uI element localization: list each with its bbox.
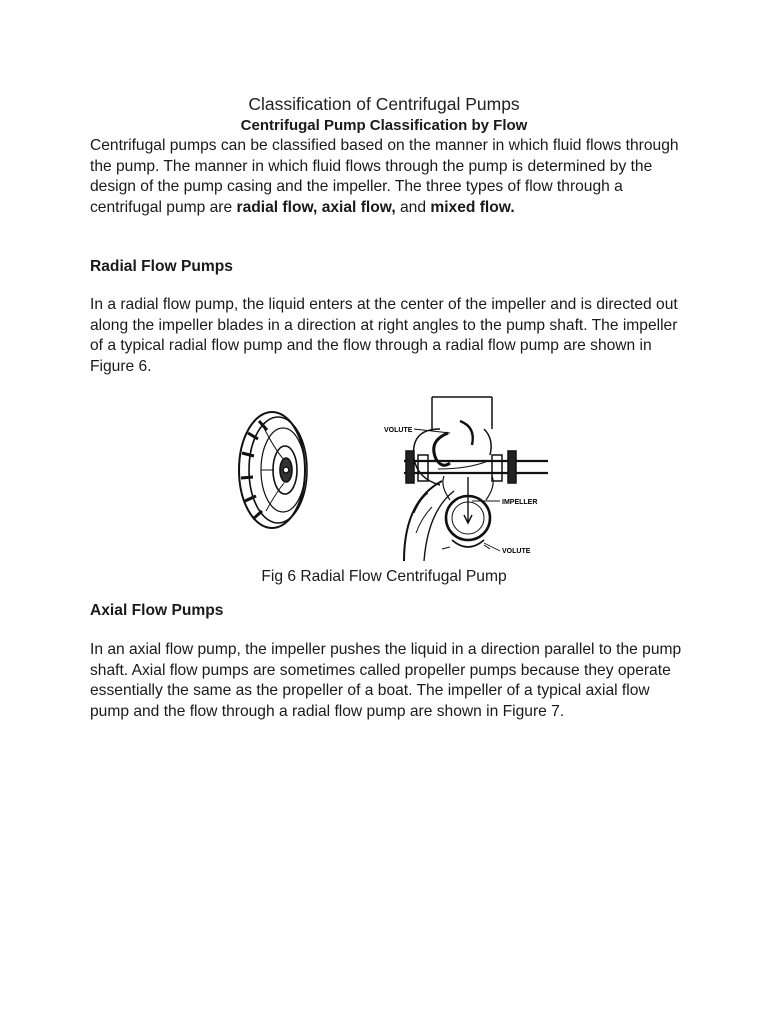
document-title: Classification of Centrifugal Pumps — [248, 94, 520, 114]
radial-paragraph: In a radial flow pump, the liquid enters at the center of the impeller and is directed out along the impeller blades in a direction at right angles to the pump shaft. The impeller of a typical radial flow pump and the flow through a radial flow pump are shown in Figure 6. — [90, 296, 678, 375]
document-subtitle: Centrifugal Pump Classification by Flow — [240, 117, 528, 134]
figure-leader-lines — [414, 429, 500, 551]
intro-bold-mixed-flow: mixed flow. — [430, 198, 515, 216]
impeller-drawing — [239, 412, 307, 528]
volute-bottom-label: VOLUTE — [502, 548, 531, 555]
impeller-label: IMPELLER — [502, 499, 538, 506]
intro-paragraph — [90, 136, 690, 218]
intro-text: Centrifugal pumps can be classified based on the manner in which fluid flows through the pump. The manner in which fluid flows through the pump is determined by the design of the pump casing and the impeller. The three types of flow through a centrifugal pump are — [90, 137, 679, 216]
figure-caption: Fig 6 Radial Flow Centrifugal Pump — [261, 568, 507, 585]
volute-casing-drawing — [404, 397, 548, 561]
radial-pump-illustration — [228, 393, 548, 561]
axial-heading: Axial Flow Pumps — [90, 602, 224, 619]
volute-top-label: VOLUTE — [384, 427, 413, 434]
axial-paragraph: In an axial flow pump, the impeller pushes the liquid in a direction parallel to the pump shaft. Axial flow pumps are sometimes called propeller pumps because they operate essentially the same as the propeller of a boat. The impeller of a typical axial flow pump and the flow through a radial flow pump are shown in Figure 7. — [90, 641, 682, 720]
radial-pump-figure — [228, 393, 548, 561]
radial-heading: Radial Flow Pumps — [90, 258, 233, 275]
intro-and: and — [395, 198, 431, 216]
intro-bold-flow-types: radial flow, axial flow, — [236, 198, 396, 216]
